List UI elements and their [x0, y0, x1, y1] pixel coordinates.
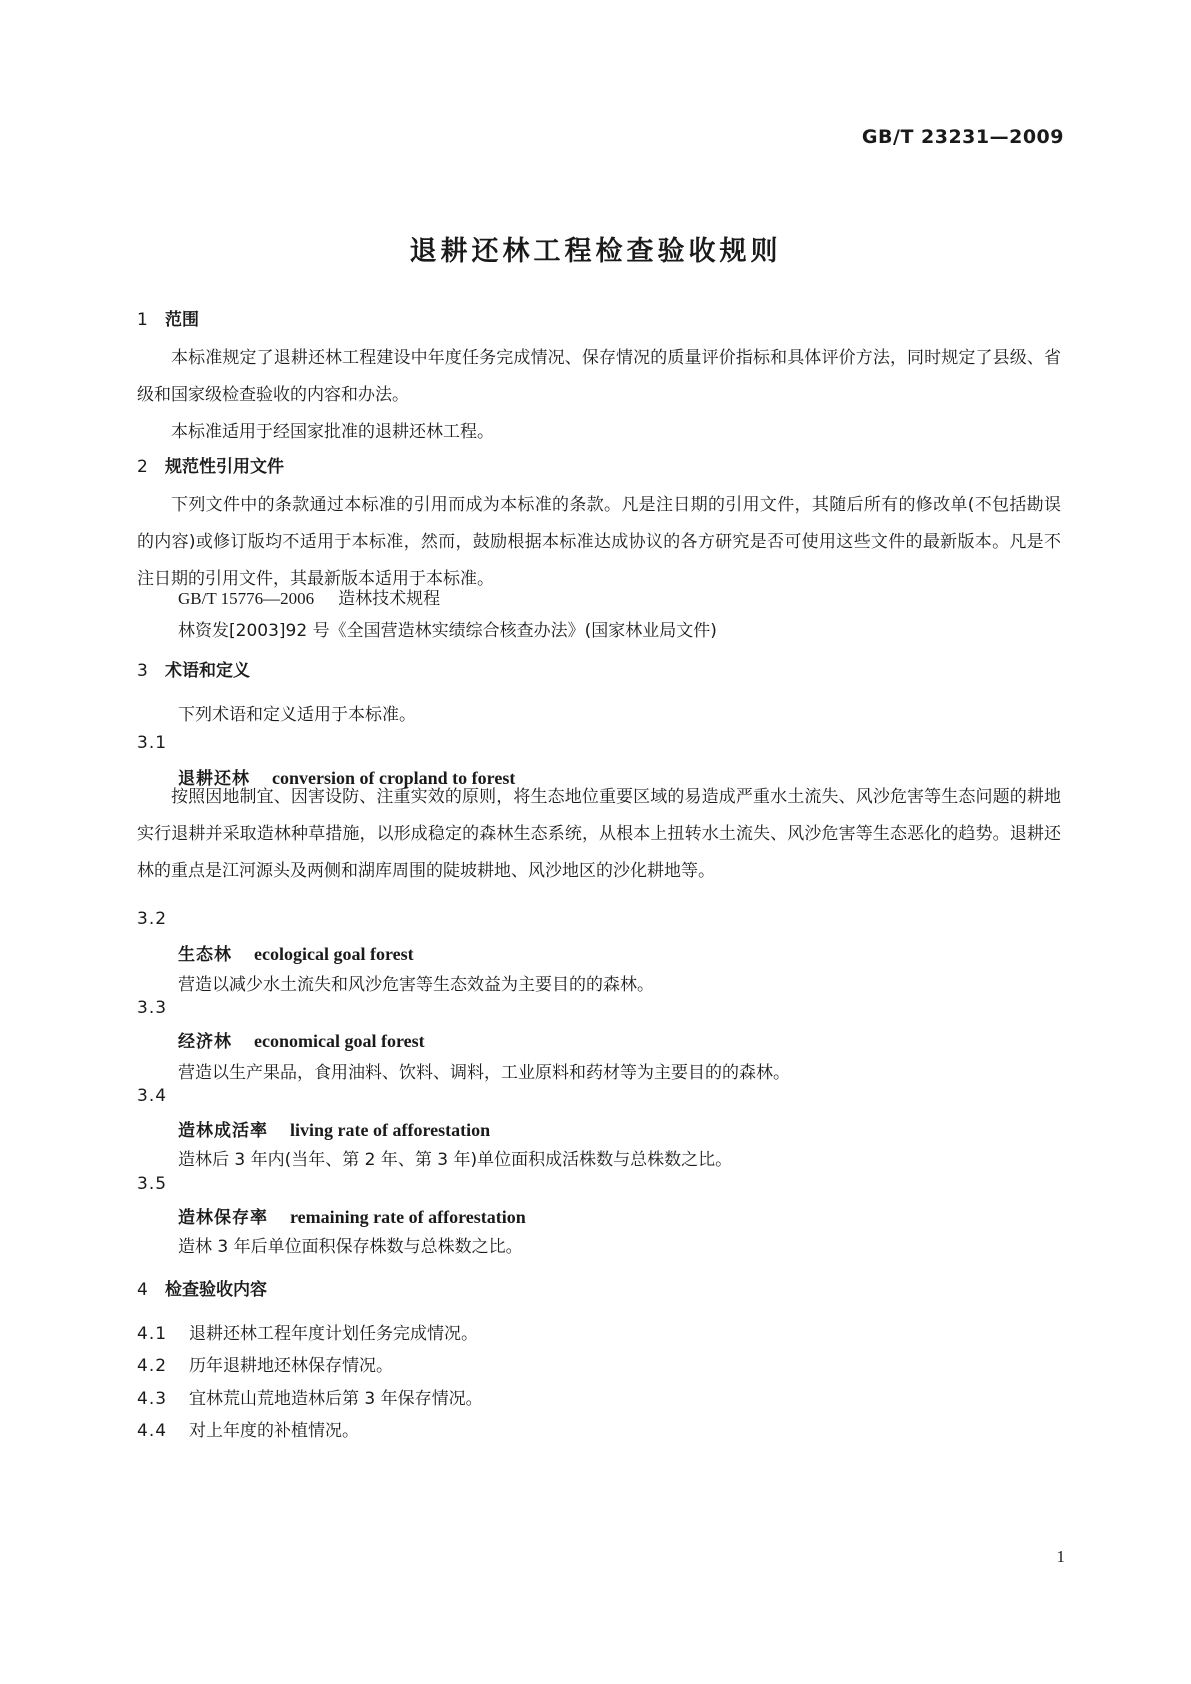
term-en: living rate of afforestation [290, 1120, 491, 1140]
section-3-intro: 下列术语和定义适用于本标准。 [178, 705, 416, 725]
document-title: 退耕还林工程检查验收规则 [409, 236, 782, 267]
term-en: conversion of cropland to forest [272, 768, 516, 788]
term-zh: 经济林 [178, 1032, 232, 1052]
list-item [137, 1416, 359, 1441]
term-number: 3.5 [137, 1174, 168, 1194]
section-title: 规范性引用文件 [165, 457, 284, 477]
term-4-definition: 造林后 3 年内(当年、第 2 年、第 3 年)单位面积成活株数与总株数之比。 [178, 1150, 733, 1170]
page-number: 1 [1056, 1547, 1065, 1566]
term-zh: 造林保存率 [178, 1208, 268, 1228]
section-number: 1 [137, 310, 148, 330]
section-1-body [137, 340, 1061, 451]
term-2-definition: 营造以减少水土流失和风沙危害等生态效益为主要目的的森林。 [178, 975, 654, 995]
term-5 [178, 1203, 526, 1228]
term-number: 3.4 [137, 1086, 168, 1106]
reference-1 [178, 584, 440, 609]
item-number: 4.2 [137, 1356, 168, 1376]
reference-code: GB/T 15776—2006 [178, 589, 315, 608]
section-3-heading [137, 656, 250, 681]
section-1-heading [137, 305, 199, 330]
term-1-definition [137, 779, 1061, 890]
item-text: 对上年度的补植情况。 [189, 1421, 359, 1441]
term-3 [178, 1027, 425, 1052]
list-item [137, 1384, 483, 1409]
item-number: 4.4 [137, 1421, 168, 1441]
term-zh: 生态林 [178, 945, 232, 965]
term-2 [178, 940, 414, 965]
term-en: ecological goal forest [254, 944, 414, 964]
term-en: economical goal forest [254, 1031, 425, 1051]
item-text: 退耕还林工程年度计划任务完成情况。 [189, 1324, 478, 1344]
item-number: 4.1 [137, 1324, 168, 1344]
term-number: 3.2 [137, 909, 168, 929]
term-number: 3.3 [137, 998, 168, 1018]
section-title: 范围 [165, 310, 199, 330]
item-text: 历年退耕地还林保存情况。 [189, 1356, 393, 1376]
paragraph: 本标准规定了退耕还林工程建设中年度任务完成情况、保存情况的质量评价指标和具体评价方法，同时规定了县级、省级和国家级检查验收的内容和办法。 [137, 348, 1061, 405]
item-text: 宜林荒山荒地造林后第 3 年保存情况。 [189, 1389, 483, 1409]
paragraph: 按照因地制宜、因害设防、注重实效的原则，将生态地位重要区域的易造成严重水土流失、风沙危害等生态问题的耕地实行退耕并采取造林种草措施，以形成稳定的森林生态系统，从根本上扭转水土流失、风沙危害等生态恶化的趋势。退耕还林的重点是江河源头及两侧和湖库周围的陡坡耕地、风沙地区的沙化耕地等。 [137, 787, 1061, 881]
section-number: 2 [137, 457, 148, 477]
section-2-heading [137, 452, 284, 477]
term-en: remaining rate of afforestation [290, 1207, 526, 1227]
section-title: 检查验收内容 [165, 1280, 267, 1300]
list-item [137, 1319, 478, 1344]
section-2-body [137, 487, 1061, 598]
reference-title: 造林技术规程 [338, 589, 441, 609]
paragraph: 下列文件中的条款通过本标准的引用而成为本标准的条款。凡是注日期的引用文件，其随后所有的修改单(不包括勘误的内容)或修订版均不适用于本标准，然而，鼓励根据本标准达成协议的各方研究是否可使用这些文件的最新版本。凡是不注日期的引用文件，其最新版本适用于本标准。 [137, 495, 1061, 589]
section-number: 4 [137, 1280, 148, 1300]
term-number: 3.1 [137, 733, 168, 753]
term-zh: 造林成活率 [178, 1121, 268, 1141]
list-item [137, 1351, 393, 1376]
paragraph: 本标准适用于经国家批准的退耕还林工程。 [171, 422, 494, 442]
term-zh: 退耕还林 [178, 769, 250, 789]
standard-code: GB/T 23231—2009 [861, 126, 1064, 148]
item-number: 4.3 [137, 1389, 168, 1409]
section-4-heading [137, 1275, 267, 1300]
term-4 [178, 1116, 490, 1141]
term-3-definition: 营造以生产果品，食用油料、饮料、调料，工业原料和药材等为主要目的的森林。 [178, 1063, 790, 1083]
section-title: 术语和定义 [165, 661, 250, 681]
section-number: 3 [137, 661, 148, 681]
reference-2: 林资发[2003]92 号《全国营造林实绩综合核查办法》(国家林业局文件) [178, 621, 717, 641]
term-5-definition: 造林 3 年后单位面积保存株数与总株数之比。 [178, 1237, 523, 1257]
